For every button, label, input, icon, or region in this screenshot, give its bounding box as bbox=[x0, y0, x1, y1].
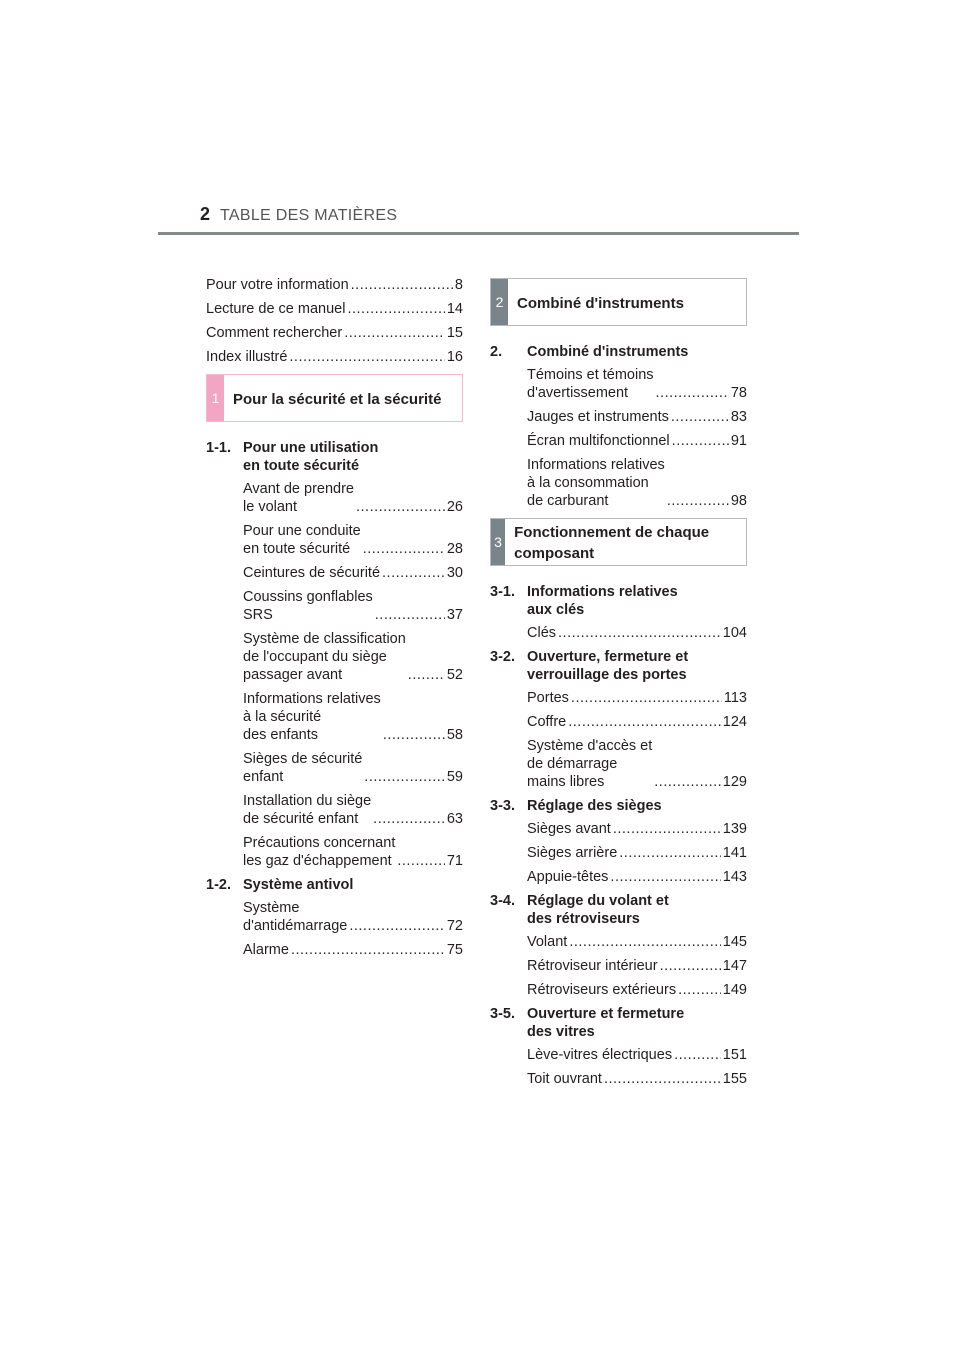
toc-entry-page: 59 bbox=[446, 769, 463, 785]
dot-leader bbox=[610, 868, 720, 886]
toc-entry[interactable] bbox=[206, 324, 463, 342]
toc-entry-page: 63 bbox=[446, 811, 463, 827]
toc-entry[interactable] bbox=[527, 957, 747, 975]
chapter-tab: 3 bbox=[491, 519, 505, 565]
dot-leader bbox=[289, 348, 444, 366]
toc-entry[interactable] bbox=[243, 941, 463, 959]
dot-leader bbox=[356, 498, 445, 516]
section-title: Système antivol bbox=[243, 877, 354, 893]
dot-leader bbox=[408, 666, 445, 684]
toc-entry-label: Précautions concernant les gaz d'échappement bbox=[243, 835, 396, 869]
toc-entry[interactable] bbox=[243, 588, 463, 624]
dot-leader bbox=[660, 957, 721, 975]
dot-leader bbox=[568, 713, 721, 731]
toc-entry-label: Informations relatives à la consommation de carburant bbox=[527, 457, 665, 509]
toc-entry[interactable] bbox=[206, 300, 463, 318]
toc-entry-page: 26 bbox=[446, 499, 463, 515]
toc-entry-label: Pour votre information bbox=[206, 277, 349, 293]
toc-entry[interactable] bbox=[527, 737, 747, 791]
toc-entry-page: 104 bbox=[722, 625, 747, 641]
toc-entry-label: Clés bbox=[527, 625, 557, 641]
section-heading bbox=[206, 876, 463, 894]
toc-entry-page: 71 bbox=[446, 853, 463, 869]
section-title: Pour une utilisation en toute sécurité bbox=[243, 440, 379, 474]
toc-entry-page: 14 bbox=[446, 301, 463, 317]
section-number: 3-1. bbox=[490, 584, 515, 600]
toc-entry[interactable] bbox=[243, 750, 463, 786]
toc-entry-label: Pour une conduite en toute sécurité bbox=[243, 523, 361, 557]
section-heading bbox=[206, 439, 463, 475]
section-number: 3-4. bbox=[490, 893, 515, 909]
toc-entry[interactable] bbox=[243, 834, 463, 870]
toc-entry-label: Système d'accès et de démarrage mains libres bbox=[527, 738, 653, 790]
dot-leader bbox=[619, 844, 721, 862]
toc-entry-page: 124 bbox=[722, 714, 747, 730]
section-title: Réglage du volant et des rétroviseurs bbox=[527, 893, 669, 927]
left-column bbox=[206, 276, 463, 965]
section-title: Ouverture et fermeture des vitres bbox=[527, 1006, 685, 1040]
toc-entry-label: Informations relatives à la sécurité des enfants bbox=[243, 691, 381, 743]
toc-entry[interactable] bbox=[527, 844, 747, 862]
section-list bbox=[490, 1046, 747, 1088]
section-title: Réglage des sièges bbox=[527, 798, 662, 814]
toc-entry-label: Alarme bbox=[243, 942, 289, 958]
section-number: 1-1. bbox=[206, 440, 231, 456]
page-title: TABLE DES MATIÈRES bbox=[220, 207, 398, 224]
right-column bbox=[490, 278, 747, 1094]
dot-leader bbox=[373, 810, 445, 828]
header-divider bbox=[158, 232, 799, 235]
dot-leader bbox=[571, 689, 722, 707]
chapter-2-header[interactable] bbox=[490, 278, 747, 326]
toc-entry-label: Rétroviseurs extérieurs bbox=[527, 982, 677, 998]
dot-leader bbox=[291, 941, 445, 959]
toc-entry-page: 30 bbox=[446, 565, 463, 581]
toc-entry-page: 91 bbox=[730, 433, 747, 449]
toc-entry[interactable] bbox=[243, 792, 463, 828]
section-number: 3-2. bbox=[490, 649, 515, 665]
toc-entry-page: 15 bbox=[446, 325, 463, 341]
toc-entry[interactable] bbox=[527, 981, 747, 999]
section-heading bbox=[490, 892, 747, 928]
toc-entry-page: 149 bbox=[722, 982, 747, 998]
section-title: Ouverture, fermeture et verrouillage des portes bbox=[527, 649, 689, 683]
toc-entry[interactable] bbox=[527, 408, 747, 426]
section-list bbox=[490, 624, 747, 642]
toc-entry[interactable] bbox=[206, 348, 463, 366]
toc-entry-label: Ceintures de sécurité bbox=[243, 565, 381, 581]
section-number: 3-5. bbox=[490, 1006, 515, 1022]
toc-entry[interactable] bbox=[243, 522, 463, 558]
section-title: Combiné d'instruments bbox=[527, 344, 689, 360]
toc-entry-label: Toit ouvrant bbox=[527, 1071, 602, 1087]
toc-entry-label: Comment rechercher bbox=[206, 325, 343, 341]
dot-leader bbox=[349, 917, 445, 935]
toc-entry-label: Sièges de sécurité enfant bbox=[243, 751, 363, 785]
chapter-tab: 1 bbox=[207, 375, 224, 421]
dot-leader bbox=[347, 300, 444, 318]
toc-entry-label: Coffre bbox=[527, 714, 567, 730]
toc-entry-label: Volant bbox=[527, 934, 568, 950]
toc-entry[interactable] bbox=[527, 366, 747, 402]
section-heading bbox=[490, 1005, 747, 1041]
dot-leader bbox=[344, 324, 445, 342]
dot-leader bbox=[654, 773, 721, 791]
toc-entry-page: 98 bbox=[730, 493, 747, 509]
toc-entry-label: Avant de prendre le volant bbox=[243, 481, 354, 515]
toc-entry-page: 8 bbox=[454, 277, 463, 293]
section-heading bbox=[490, 797, 747, 815]
toc-entry-label: Lecture de ce manuel bbox=[206, 301, 346, 317]
toc-entry-page: 155 bbox=[722, 1071, 747, 1087]
dot-leader bbox=[363, 540, 445, 558]
toc-entry-label: Lève-vitres électriques bbox=[527, 1047, 673, 1063]
dot-leader bbox=[672, 432, 729, 450]
section-heading bbox=[490, 648, 747, 684]
section-list bbox=[206, 480, 463, 870]
toc-entry-label: Jauges et instruments bbox=[527, 409, 669, 425]
toc-entry[interactable] bbox=[243, 564, 463, 582]
toc-entry-page: 151 bbox=[722, 1047, 747, 1063]
toc-entry-page: 139 bbox=[722, 821, 747, 837]
section-number: 3-3. bbox=[490, 798, 515, 814]
toc-entry-page: 145 bbox=[722, 934, 747, 950]
toc-entry[interactable] bbox=[243, 480, 463, 516]
toc-entry[interactable] bbox=[243, 899, 463, 935]
section-number: 2. bbox=[490, 344, 503, 360]
toc-entry-label: Système de classification de l'occupant du siège passager avant bbox=[243, 631, 406, 683]
toc-entry[interactable] bbox=[527, 624, 747, 642]
toc-entry-label: Sièges avant bbox=[527, 821, 611, 837]
chapter-1-header[interactable] bbox=[206, 374, 463, 422]
toc-entry[interactable] bbox=[527, 868, 747, 886]
dot-leader bbox=[667, 492, 729, 510]
toc-entry-page: 75 bbox=[446, 942, 463, 958]
section-list bbox=[490, 933, 747, 999]
toc-entry-page: 129 bbox=[722, 774, 747, 790]
dot-leader bbox=[671, 408, 729, 426]
toc-entry-label: Écran multifonctionnel bbox=[527, 433, 670, 449]
toc-entry[interactable] bbox=[527, 689, 747, 707]
dot-leader bbox=[678, 981, 721, 999]
toc-entry-page: 37 bbox=[446, 607, 463, 623]
dot-leader bbox=[375, 606, 445, 624]
toc-entry-page: 143 bbox=[722, 869, 747, 885]
toc-entry-page: 113 bbox=[723, 690, 747, 706]
dot-leader bbox=[674, 1046, 721, 1064]
section-title: Informations relatives aux clés bbox=[527, 584, 678, 618]
toc-entry-label: Témoins et témoins d'avertissement bbox=[527, 367, 654, 401]
toc-entry-label: Sièges arrière bbox=[527, 845, 618, 861]
toc-entry[interactable] bbox=[527, 456, 747, 510]
toc-entry[interactable] bbox=[527, 1070, 747, 1088]
section-number: 1-2. bbox=[206, 877, 231, 893]
toc-entry-page: 72 bbox=[446, 918, 463, 934]
section-list bbox=[490, 820, 747, 886]
dot-leader bbox=[604, 1070, 721, 1088]
page-number: 2 bbox=[200, 204, 211, 224]
chapter-title: Fonctionnement de chaque composant bbox=[514, 524, 710, 562]
dot-leader bbox=[613, 820, 721, 838]
toc-entry[interactable] bbox=[243, 630, 463, 684]
toc-entry-label: Système d'antidémarrage bbox=[243, 900, 348, 934]
toc-entry[interactable] bbox=[527, 432, 747, 450]
toc-entry-page: 141 bbox=[722, 845, 747, 861]
chapter-tab: 2 bbox=[491, 279, 508, 325]
toc-entry-page: 58 bbox=[446, 727, 463, 743]
toc-entry[interactable] bbox=[206, 276, 463, 294]
dot-leader bbox=[383, 726, 445, 744]
toc-entry-label: Index illustré bbox=[206, 349, 288, 365]
dot-leader bbox=[364, 768, 445, 786]
chapter-title: Combiné d'instruments bbox=[517, 294, 684, 312]
toc-entry-page: 83 bbox=[730, 409, 747, 425]
dot-leader bbox=[656, 384, 729, 402]
toc-entry[interactable] bbox=[243, 690, 463, 744]
dot-leader bbox=[382, 564, 445, 582]
toc-entry[interactable] bbox=[527, 933, 747, 951]
toc-entry-label: Portes bbox=[527, 690, 569, 706]
section-list bbox=[490, 689, 747, 791]
toc-entry-page: 147 bbox=[722, 958, 747, 974]
toc-entry-label: Coussins gonflables SRS bbox=[243, 589, 373, 623]
toc-entry-page: 52 bbox=[446, 667, 463, 683]
toc-entry[interactable] bbox=[527, 713, 747, 731]
toc-entry-label: Appuie-têtes bbox=[527, 869, 609, 885]
intro-list bbox=[206, 276, 463, 366]
toc-entry[interactable] bbox=[527, 1046, 747, 1064]
chapter-3-header[interactable] bbox=[490, 518, 747, 566]
section-list bbox=[206, 899, 463, 959]
chapter-title: Pour la sécurité et la sécurité bbox=[233, 390, 442, 408]
dot-leader bbox=[558, 624, 721, 642]
section-heading bbox=[490, 583, 747, 619]
section-list bbox=[490, 366, 747, 510]
dot-leader bbox=[569, 933, 720, 951]
toc-entry-page: 16 bbox=[446, 349, 463, 365]
section-heading bbox=[490, 343, 747, 361]
toc-entry-page: 78 bbox=[730, 385, 747, 401]
dot-leader bbox=[351, 276, 453, 294]
toc-entry-label: Rétroviseur intérieur bbox=[527, 958, 658, 974]
toc-entry-page: 28 bbox=[446, 541, 463, 557]
toc-entry[interactable] bbox=[527, 820, 747, 838]
dot-leader bbox=[397, 852, 445, 870]
toc-entry-label: Installation du siège de sécurité enfant bbox=[243, 793, 372, 827]
